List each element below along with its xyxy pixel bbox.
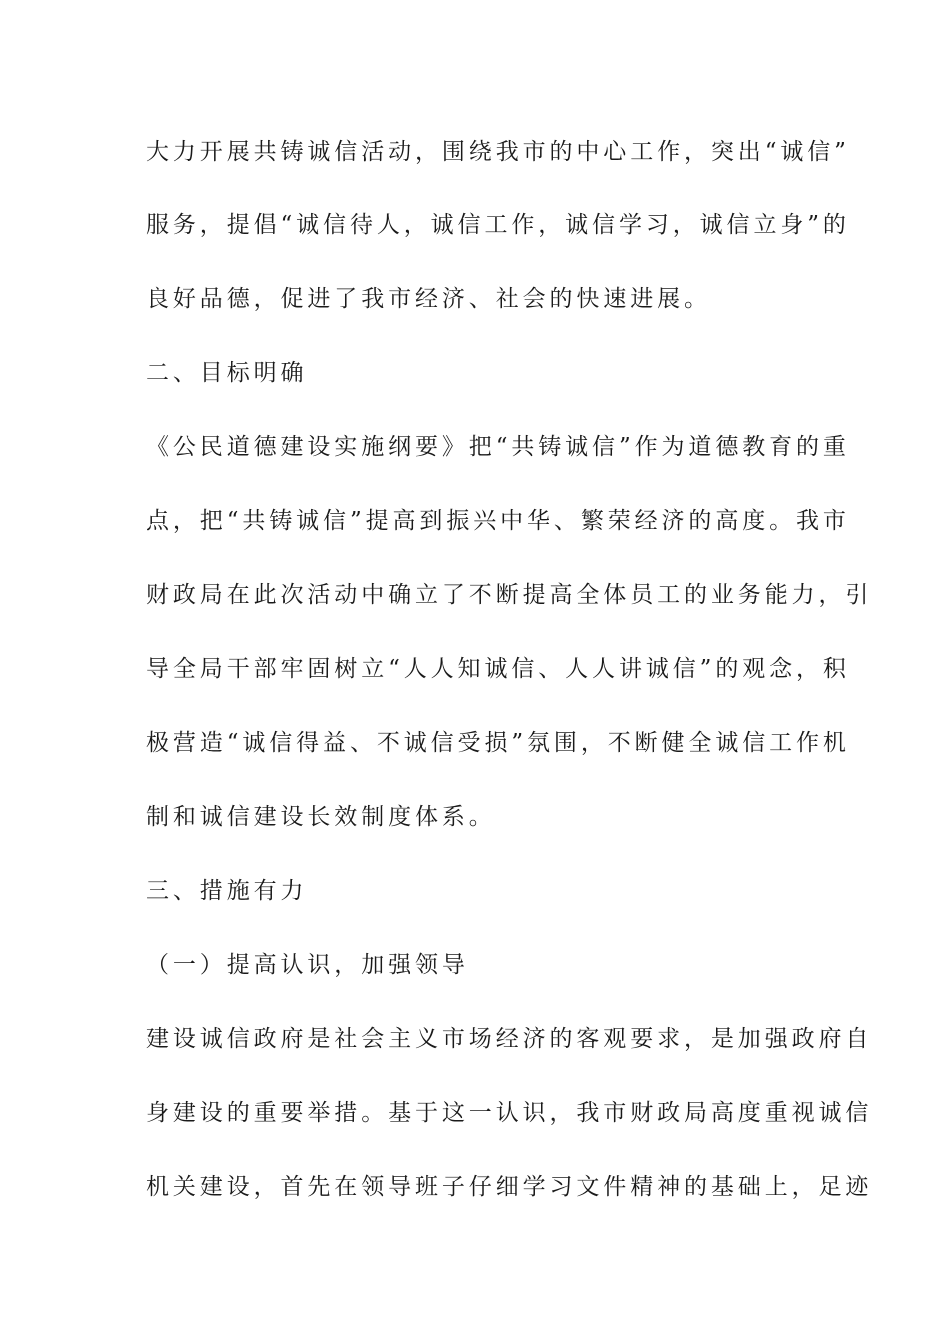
section-heading: 二、目标明确 xyxy=(146,360,308,386)
paragraph-line: 财政局在此次活动中确立了不断提高全体员工的业务能力，引 xyxy=(146,582,873,608)
paragraph-line: 点，把“共铸诚信”提高到振兴中华、繁荣经济的高度。我市 xyxy=(146,508,850,534)
paragraph-line: 建设诚信政府是社会主义市场经济的客观要求，是加强政府自 xyxy=(146,1026,873,1052)
paragraph-line: 制和诚信建设长效制度体系。 xyxy=(146,804,496,830)
section-heading: 三、措施有力 xyxy=(146,878,308,904)
paragraph-line: 极营造“诚信得益、不诚信受损”氛围，不断健全诚信工作机 xyxy=(146,730,850,756)
paragraph-line: 身建设的重要举措。基于这一认识，我市财政局高度重视诚信 xyxy=(146,1100,873,1126)
paragraph-line: 机关建设，首先在领导班子仔细学习文件精神的基础上，足迹 xyxy=(146,1174,873,1200)
paragraph-line: 导全局干部牢固树立“人人知诚信、人人讲诚信”的观念，积 xyxy=(146,656,850,682)
paragraph-line: 良好品德，促进了我市经济、社会的快速进展。 xyxy=(146,286,711,312)
subsection-heading: （一）提高认识，加强领导 xyxy=(146,952,469,978)
paragraph-line: 《公民道德建设实施纲要》把“共铸诚信”作为道德教育的重 xyxy=(146,434,850,460)
paragraph-line: 大力开展共铸诚信活动，围绕我市的中心工作，突出“诚信” xyxy=(146,139,850,165)
paragraph-line: 服务，提倡“诚信待人，诚信工作，诚信学习，诚信立身”的 xyxy=(146,212,850,238)
